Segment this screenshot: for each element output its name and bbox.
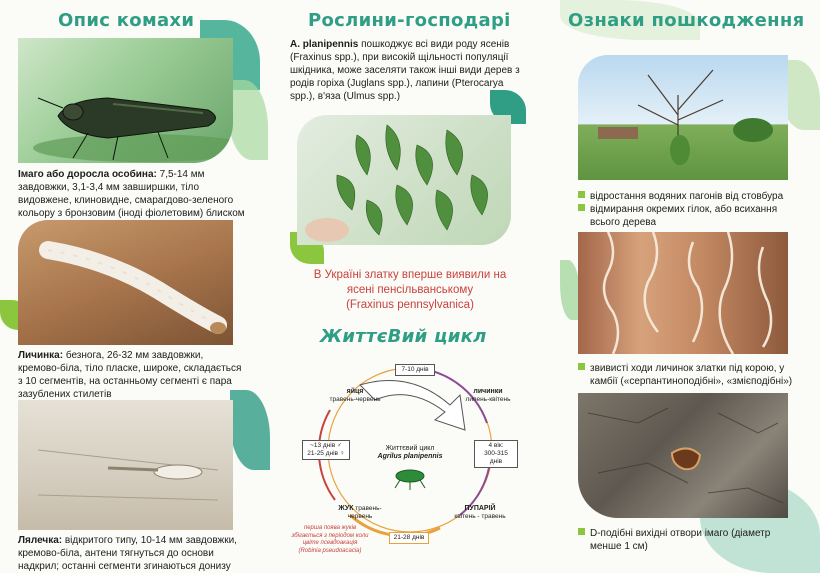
larva-days: 300-315 днів [484,450,508,465]
lifecycle-title: ЖиттєВий цикл [320,326,487,347]
bullet-icon [578,528,585,535]
heading-damage: Ознаки пошкодження [568,10,805,31]
larva-label: личинки [473,388,503,395]
tree-photo [578,55,788,180]
hosts-text: пошкоджує всі види роду ясенів (Fraxinus spp.), при високій щільності популяції шкідника, може заселяти також інші види дерев з родів горіха (Juglans spp.), лапини (Pterocarya spp.), в'яза (Ulmus spp.) [290,39,520,102]
beetle-label: ЖУК [338,505,354,512]
damage-item-2 [578,204,808,229]
center-species: Agrilus planipennis [377,453,443,460]
pupa-term: Лялечка: [18,535,63,546]
exit-hole-photo [578,393,788,518]
larva-age: 4 вік: [488,442,504,449]
adult-text: 7,5-14 мм завдовжки, 3,1-3,4 мм завширшки, тіло видовжене, клиновидне, смарагдово-зеленого кольору з бронзовим (іноді фіолетовим) блиском [18,169,245,219]
pupa-months: квітень - травень [454,513,506,520]
damage-item-2-line1: відмирання окремих гілок, або всихання [590,204,778,215]
bullet-icon [578,191,585,198]
note-line2: збігається з періодом коли [291,532,369,539]
center-title: Життєвий цикл [385,445,435,452]
heading-hosts: Рослини-господарі [308,10,511,31]
decorative-leaf [560,260,580,320]
larva-photo [18,220,233,345]
pupa-stage-label [450,505,510,521]
decorative-leaf [230,390,270,470]
damage-item-3-line1: звивисті ходи личинок златки під корою, у [590,363,785,374]
ukraine-note-line1: В Україні златку вперше виявили на [313,269,507,281]
pupa-photo [18,400,233,530]
note-line1: перша поява жуків [303,525,357,531]
pupa-text: відкритого типу, 10-14 мм завдовжки, кремово-біла, антени тягнуться до основи надкрил; останні сегменти згинаються донизу [18,535,237,572]
larva-term: Личинка: [18,350,64,361]
ukraine-note-line3: (Fraxinus pennsylvanica) [346,299,474,311]
damage-item-4-line1: D-подібні вихідні отвори імаго (діаметр [590,528,771,539]
center-label [365,445,455,461]
beetle-days-box [302,440,350,460]
damage-item-3-line2: камбії («серпантиноподібні», «змієподібні») [590,375,793,387]
ash-leaves-photo [297,115,511,245]
decorative-leaf [228,80,268,160]
bullet-icon [578,204,585,211]
egg-label: яйця [346,388,364,395]
hosts-description [290,38,520,103]
damage-item-4 [578,528,808,553]
egg-stage-label [325,388,385,404]
heading-insect: Опис комахи [58,10,195,31]
beetle-male: ~13 днів ♂ [310,442,342,449]
larva-description [18,349,248,401]
note-line4: (Robinia pseudoacacia) [298,547,362,554]
damage-item-2-line2: всього дерева [590,216,657,228]
damage-item-1 [578,191,808,204]
galleries-photo [578,232,788,354]
damage-item-1-text: відростання водяних пагонів від стовбура [590,191,784,202]
note-line3: цвіте псевдоакація [302,540,358,546]
ukraine-note-line2: ясені пенсільванському [346,284,474,296]
hosts-species: A. planipennis [290,39,359,50]
damage-item-4-line2: менше 1 см) [590,540,648,552]
ukraine-note [285,268,535,313]
larva-days-box [474,440,518,468]
adult-description [18,168,248,220]
pupa-days-box: 21-28 днів [389,532,429,544]
bullet-icon [578,363,585,370]
pupa-label: ПУПАРІЙ [464,505,496,512]
adult-term: Імаго або доросла особина: [18,169,157,180]
egg-days-box: 7-10 днів [395,364,435,376]
beetle-stage-label [330,505,390,521]
pupa-description [18,534,248,573]
egg-months: травень-червень [329,396,381,403]
larva-stage-label [458,388,518,404]
larva-text: безнога, 26-32 мм завдовжки, кремово-біла, тіло пласке, широке, складається з 10 сегментів, на останньому сегменті є пара зазублених стилетів [18,350,242,400]
damage-item-3 [578,363,810,388]
adult-beetle-photo [18,38,233,163]
larva-months: липень-квітень [465,396,511,403]
beetle-months: травень-червень [347,505,382,520]
robinia-note [285,525,375,555]
beetle-female: 21-25 днів ♀ [307,450,345,457]
